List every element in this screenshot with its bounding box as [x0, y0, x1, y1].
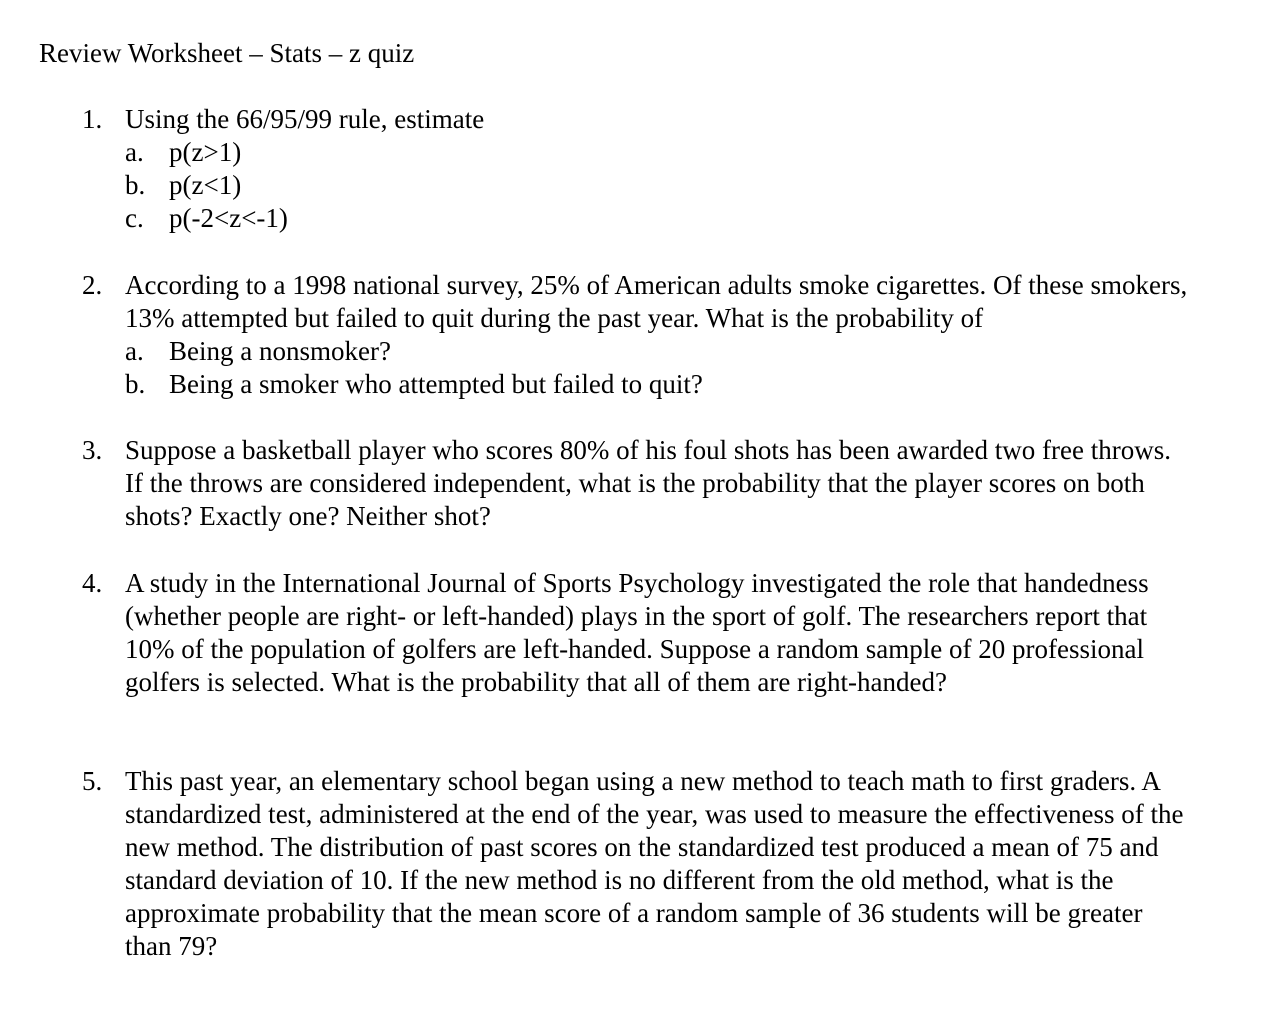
sub-question-letter: b.	[125, 369, 146, 399]
sub-question-text: Being a smoker who attempted but failed to quit?	[169, 369, 703, 399]
question-text: This past year, an elementary school began using a new method to teach math to first graders. A standardized test, administered at the end of the year, was used to measure the effectiveness of the new method. The distribution of past scores on the standardized test produced a mean of 75 and standard deviation of 10. If the new method is no different from the old method, what is the approximate probability that the mean score of a random sample of 36 students will be greater than 79?	[125, 766, 1184, 961]
question-text: Using the 66/95/99 rule, estimate	[125, 104, 485, 134]
question-text: Suppose a basketball player who scores 80% of his foul shots has been awarded two free throws. If the throws are considered independent, what is the probability that the player scores on both shots? Exactly one? Neither shot?	[125, 435, 1171, 531]
question-1	[82, 103, 1192, 235]
sub-question-text: p(z>1)	[169, 137, 242, 167]
sub-question-letter: c.	[125, 203, 144, 233]
sub-question-a	[82, 335, 1192, 368]
question-number: 5.	[82, 766, 103, 796]
question-2	[82, 269, 1192, 401]
question-number: 2.	[82, 270, 103, 300]
sub-question-text: p(-2<z<-1)	[169, 203, 288, 233]
sub-question-c	[82, 202, 1192, 235]
question-4	[82, 567, 1192, 699]
question-3	[82, 434, 1192, 533]
sub-question-letter: b.	[125, 170, 146, 200]
question-text: According to a 1998 national survey, 25% of American adults smoke cigarettes. Of these smokers, 13% attempted but failed to quit during the past year. What is the probability of	[125, 270, 1188, 333]
sub-question-b	[82, 169, 1192, 202]
sub-question-letter: a.	[125, 336, 144, 366]
sub-question-a	[82, 136, 1192, 169]
sub-question-text: Being a nonsmoker?	[169, 336, 391, 366]
sub-question-b	[82, 368, 1192, 401]
question-number: 3.	[82, 435, 103, 465]
question-text: A study in the International Journal of Sports Psychology investigated the role that handedness (whether people are right- or left-handed) plays in the sport of golf. The researchers report that 10% of the population of golfers are left-handed. Suppose a random sample of 20 professional golfers is selected. What is the probability that all of them are right-handed?	[125, 568, 1149, 697]
question-5	[82, 765, 1192, 963]
question-number: 4.	[82, 568, 103, 598]
sub-question-letter: a.	[125, 137, 144, 167]
sub-question-text: p(z<1)	[169, 170, 242, 200]
page-title: Review Worksheet – Stats – z quiz	[39, 38, 415, 68]
question-number: 1.	[82, 104, 103, 134]
